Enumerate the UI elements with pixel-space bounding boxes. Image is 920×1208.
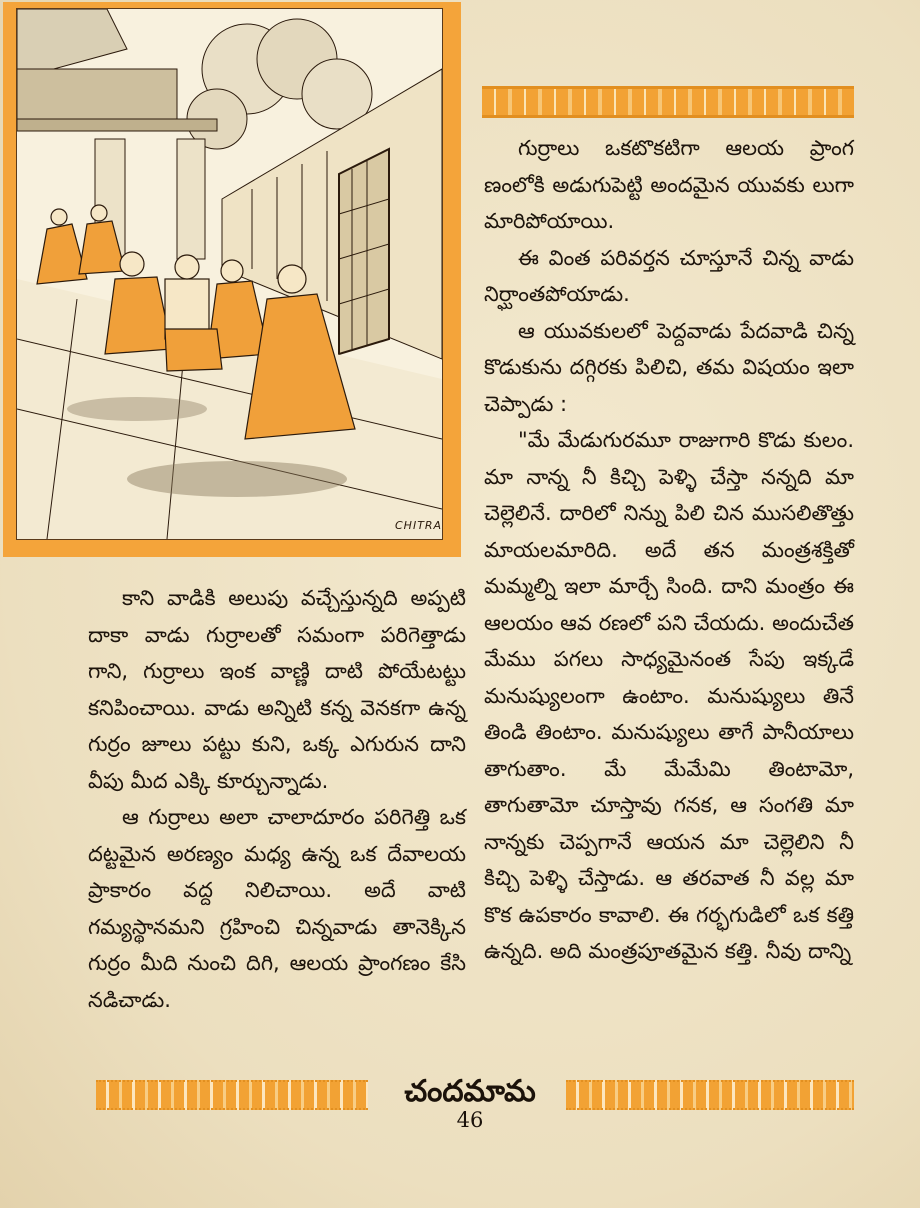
ornamental-border-top [482,86,854,118]
illustration-frame [3,2,461,557]
illustration-drawing [17,9,442,539]
paragraph: కాని వాడికి అలుపు వచ్చేస్తున్నది అప్పటి దాకా వాడు గుర్రాలతో సమంగా పరిగెత్తాడు గాని, గుర్రాలు ఇంక వాణ్ణి దాటి పోయేటట్టు కనిపించాయి. వాడు అన్నిటి కన్న వెనకగా ఉన్న గుర్రం జూలు పట్టు కుని, ఒక్క ఎగురున దాని వీపు మీద ఎక్కి కూర్చున్నాడు. [88,586,466,793]
paragraph: ఆ గుర్రాలు అలా చాలాదూరం పరిగెత్తి ఒక దట్టమైన అరణ్యం మధ్య ఉన్న ఒక దేవాలయ ప్రాకారం వద్ద నిలిచాయి. అదే వాటి గమ్యస్థానమని గ్రహించి చిన్నవాడు తానెక్కిన గుర్రం మీది నుంచి దిగి, ఆలయ ప్రాంగణం కేసి నడిచాడు. [88,805,466,1012]
temple-courtyard-illustration [16,8,443,540]
ornamental-border-left [96,1080,368,1110]
right-text-column [484,130,854,970]
page-number: 46 [456,1108,484,1132]
left-text-column [88,580,466,1018]
illustration-signature: CHITRA [395,519,443,532]
paragraph: గుర్రాలు ఒకటొకటిగా ఆలయ ప్రాంగ ణంలోకి అడుగుపెట్టి అందమైన యువకు లుగా మారిపోయాయి. [484,136,854,233]
magazine-title: చందమామ [404,1074,536,1109]
ornamental-border-right [566,1080,854,1110]
paragraph: ఆ యువకులలో పెద్దవాడు పేదవాడి చిన్న కొడుకును దగ్గిరకు పిలిచి, తమ విషయం ఇలా చెప్పాడు : [484,318,854,416]
paragraph: ఈ వింత పరివర్తన చూస్తూనే చిన్న వాడు నిర్ఘాంతపోయాడు. [484,245,854,306]
paragraph: "మే మేడుగురమూ రాజుగారి కొడు కులం. మా నాన్న నీ కిచ్చి పెళ్ళి చేస్తా నన్నది మా చెల్లెలినే. దారిలో నిన్ను పిలి చిన ముసలితొత్తు మాయలమారిది. అదే తన మంత్రశక్తితో మమ్మల్ని ఇలా మార్చే సింది. దాని మంత్రం ఈ ఆలయం ఆవ రణలో పని చేయదు. అందుచేత మేము పగలు సాధ్యమైనంత సేపు ఇక్కడే మనుష్యులంగా ఉంటాం. మనుష్యులు తినే తిండి తింటాం. మనుష్యులు తాగే పానీయాలు తాగుతాం. మే మేమేమి తింటామో, తాగుతామో చూస్తావు గనక, ఆ సంగతి మా నాన్నకు చెప్పగానే ఆయన మా చెల్లెలిని నీ కిచ్చి పెళ్ళి చేస్తాడు. ఆ తరవాత నీ వల్ల మా కొక ఉపకారం కావాలి. ఈ గర్భగుడిలో ఒక కత్తి ఉన్నది. అది మంత్రపూతమైన కత్తి. నీవు దాన్ని [484,428,854,963]
